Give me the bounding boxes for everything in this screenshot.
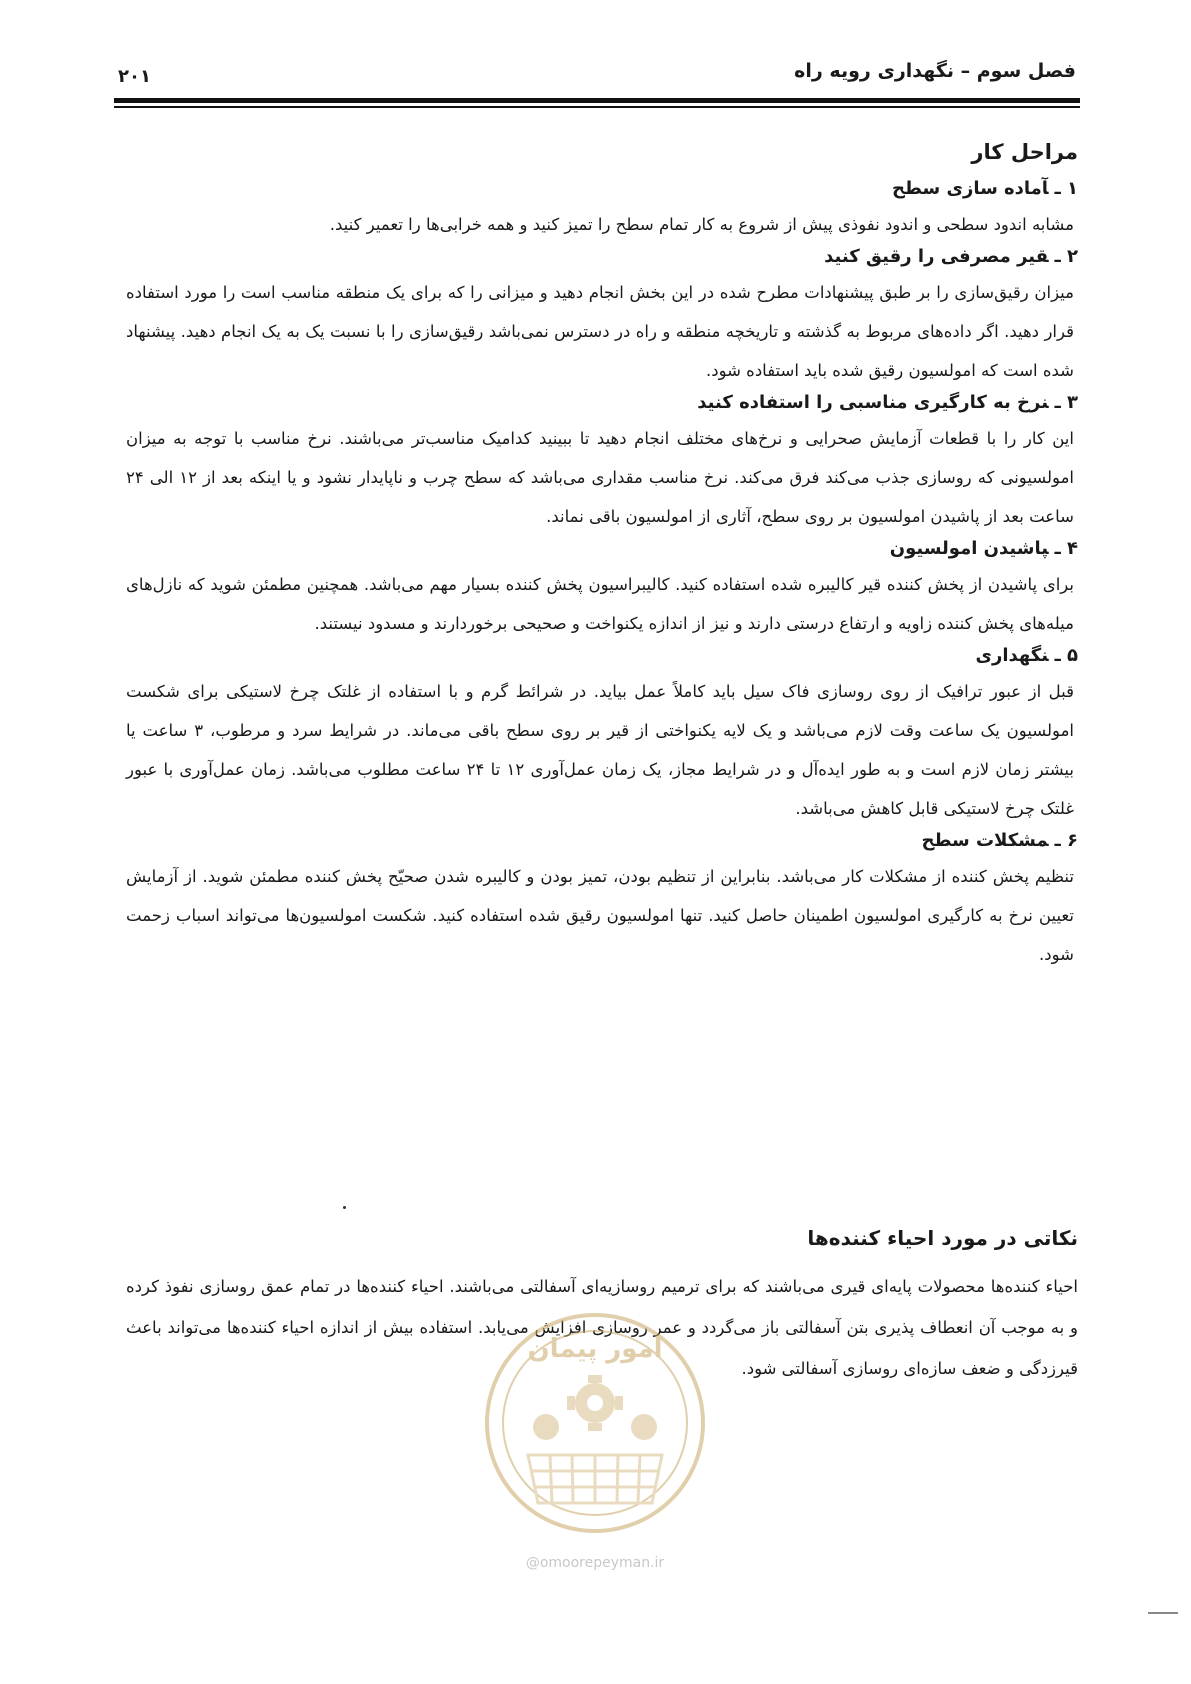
step-heading bbox=[126, 645, 1078, 666]
step-number: ۲ ـ bbox=[1054, 246, 1078, 267]
watermark-url: @omoorepeyman.ir bbox=[525, 1555, 665, 1571]
notes-section bbox=[126, 1226, 1078, 1389]
step-title: قیر مصرفی را رقیق کنید bbox=[824, 246, 1049, 267]
step-number: ۳ ـ bbox=[1054, 392, 1078, 413]
stray-dot bbox=[343, 1206, 346, 1209]
step-3 bbox=[126, 392, 1078, 536]
svg-text:امور پیمان: امور پیمان bbox=[527, 1334, 663, 1364]
step-body: میزان رقیق‌سازی را بر طبق پیشنهادات مطرح شده در این بخش انجام دهید و میزانی را که برای یک منطقه مناسب است را مورد استفاده قرار دهید. اگر داده‌های مربوط به گذشته و تاریخچه منطقه و راه در دسترس نمی‌باشد رقیق‌سازی را با نسبت یک به یک انجام دهید. پیشنهاد شده است که امولسیون رقیق شده باید استفاده شود. bbox=[126, 283, 1074, 380]
step-heading bbox=[126, 830, 1078, 851]
step-heading bbox=[126, 178, 1078, 199]
step-title: نرخ به کارگیری مناسبی را استفاده کنید bbox=[697, 392, 1049, 413]
step-body: تنظیم پخش کننده از مشکلات کار می‌باشد. بنابراین از تنظیم بودن، تمیز بودن و کالیبره شدن صحیّح پخش کننده مطمئن شوید. از آزمایش تعیین نرخ به کارگیری امولسیون اطمینان حاصل کنید. تنها امولسیون رقیق شده استفاده کنید. شکست امولسیون‌ها می‌تواند اسباب زحمت شود. bbox=[126, 867, 1074, 964]
step-body: برای پاشیدن از پخش کننده قیر کالیبره شده استفاده کنید. کالیبراسیون پخش کننده بسیار مهم می‌باشد. همچنین مطمئن شوید که نازل‌های میله‌های پخش کننده زاویه و ارتفاع درستی دارند و نیز از اندازه یکنواخت و صحیحی برخوردارند و مسدود نیستند. bbox=[126, 575, 1074, 633]
step-body: این کار را با قطعات آزمایش صحرایی و نرخ‌های مختلف انجام دهید تا ببینید کدامیک مناسب‌تر می‌باشند. نرخ مناسب با توجه به میزان امولسیونی که روسازی جذب می‌کند فرق می‌کند. نرخ مناسب مقداری می‌باشد که سطح چرب و ناپایدار نشود و یا اینکه بعد از ۱۲ الی ۲۴ ساعت بعد از پاشیدن امولسیون بر روی سطح، آثاری از امولسیون باقی نماند. bbox=[126, 429, 1074, 526]
step-number: ۴ ـ bbox=[1054, 538, 1078, 559]
step-title: مشکلات سطح bbox=[921, 830, 1049, 851]
corner-mark bbox=[1148, 1612, 1178, 1614]
step-heading bbox=[126, 538, 1078, 559]
step-number: ۶ ـ bbox=[1054, 830, 1078, 851]
step-6 bbox=[126, 830, 1078, 974]
steps-title: مراحل کار bbox=[971, 140, 1078, 164]
header-rule-thin bbox=[114, 106, 1080, 108]
header-rule-thick bbox=[114, 98, 1080, 103]
step-title: آماده سازی سطح bbox=[891, 178, 1049, 199]
step-heading bbox=[126, 392, 1078, 413]
step-body: قبل از عبور ترافیک از روی روسازی فاک سیل باید کاملاً عمل بیاید. در شرائط گرم و با استفاده از غلتک چرخ لاستیکی برای شکست امولسیون یک ساعت وقت لازم می‌باشد و یک لایه یکنواختی از قیر بر روی سطح باقی می‌ماند. در شرایط سرد و مرطوب، ۳ ساعت یا بیشتر زمان لازم است و به طور ایده‌آل و در شرایط مجاز، یک زمان عمل‌آوری ۱۲ تا ۲۴ ساعت مطلوب می‌باشد. زمان عمل‌آوری با عبور غلتک چرخ لاستیکی قابل کاهش می‌باشد. bbox=[126, 682, 1075, 818]
chapter-title: فصل سوم – نگهداری رویه راه bbox=[794, 60, 1076, 82]
step-title: نگهداری bbox=[975, 645, 1049, 666]
step-number: ۵ ـ bbox=[1054, 645, 1078, 666]
step-1 bbox=[126, 178, 1078, 244]
main-content bbox=[126, 140, 1078, 976]
step-2 bbox=[126, 246, 1078, 390]
page-header bbox=[118, 52, 1076, 92]
step-heading bbox=[126, 246, 1078, 267]
step-4 bbox=[126, 538, 1078, 643]
step-5 bbox=[126, 645, 1078, 828]
step-number: ۱ ـ bbox=[1054, 178, 1078, 199]
notes-title: نکاتی در مورد احیاء کننده‌ها bbox=[807, 1226, 1078, 1250]
step-body: مشابه اندود سطحی و اندود نفوذی پیش از شروع به کار تمام سطح را تمیز کنید و همه خرابی‌ها را تعمیر کنید. bbox=[329, 215, 1074, 234]
step-title: پاشیدن امولسیون bbox=[889, 538, 1049, 559]
page-number: ۲۰۱ bbox=[118, 66, 151, 87]
notes-body: احیاء کننده‌ها محصولات پایه‌ای قیری می‌باشند که برای ترمیم روسازیه‌ای آسفالتی می‌باشند. احیاء کننده‌ها در تمام عمق روسازی نفوذ کرده و به موجب آن انعطاف پذیری بتن آسفالتی باز می‌گردد و عمر روسازی افزایش می‌یابد. استفاده بیش از اندازه احیاء کننده‌ها می‌تواند باعث قیرزدگی و ضعف سازه‌ای روسازی آسفالتی شود. bbox=[126, 1277, 1078, 1378]
